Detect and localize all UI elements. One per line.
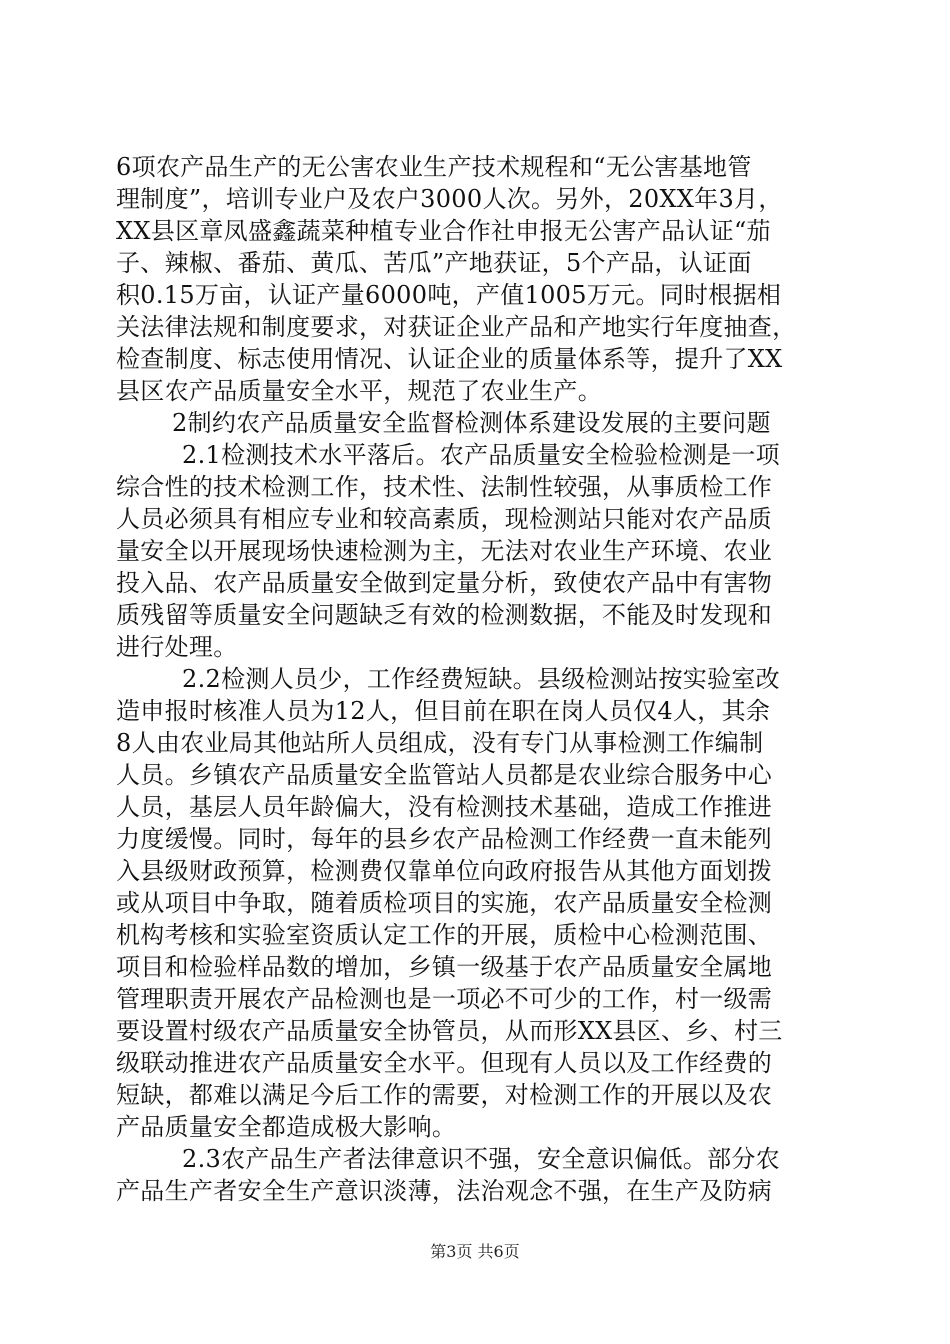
- text-line: XX县区章凤盛鑫蔬菜种植专业合作社申报无公害产品认证“茄: [116, 217, 771, 245]
- text-line: 产品生产者安全生产意识淡薄，法治观念不强，在生产及防病: [116, 1177, 773, 1205]
- text-line: 量安全以开展现场快速检测为主，无法对农业生产环境、农业: [116, 537, 773, 565]
- text-line: 质残留等质量安全问题缺乏有效的检测数据，不能及时发现和: [116, 601, 773, 629]
- text-line: 人员。乡镇农产品质量安全监管站人员都是农业综合服务中心: [116, 761, 773, 789]
- text-line: 6项农产品生产的无公害农业生产技术规程和“无公害基地管: [116, 153, 752, 181]
- text-line: 机构考核和实验室资质认定工作的开展，质检中心检测范围、: [116, 921, 773, 949]
- text-line: 人员，基层人员年龄偏大，没有检测技术基础，造成工作推进: [116, 793, 773, 821]
- text-line: 或从项目中争取，随着质检项目的实施，农产品质量安全检测: [116, 889, 773, 917]
- text-line: 要设置村级农产品质量安全协管员，从而形XX县区、乡、村三: [116, 1017, 783, 1045]
- section-heading: 2制约农产品质量安全监督检测体系建设发展的主要问题: [172, 409, 771, 437]
- text-line: 管理职责开展农产品检测也是一项必不可少的工作，村一级需: [116, 985, 773, 1013]
- text-line: 进行处理。: [116, 633, 238, 661]
- paragraph-start-line: 2.1检测技术水平落后。农产品质量安全检验检测是一项: [182, 441, 780, 469]
- text-line: 综合性的技术检测工作，技术性、法制性较强，从事质检工作: [116, 473, 773, 501]
- text-line: 造申报时核准人员为12人，但目前在职在岗人员仅4人，其余: [116, 697, 771, 725]
- text-line: 子、辣椒、番茄、黄瓜、苦瓜”产地获证，5个产品，认证面: [116, 249, 752, 277]
- text-line: 检查制度、标志使用情况、认证企业的质量体系等，提升了XX: [116, 345, 783, 373]
- text-line: 8人由农业局其他站所人员组成，没有专门从事检测工作编制: [116, 729, 764, 757]
- paragraph-start-line: 2.3农产品生产者法律意识不强，安全意识偏低。部分农: [182, 1145, 780, 1173]
- text-line: 关法律法规和制度要求，对获证企业产品和产地实行年度抽查，: [116, 313, 797, 341]
- text-line: 短缺，都难以满足今后工作的需要，对检测工作的开展以及农: [116, 1081, 773, 1109]
- text-line: 县区农产品质量安全水平，规范了农业生产。: [116, 377, 602, 405]
- text-line: 级联动推进农产品质量安全水平。但现有人员以及工作经费的: [116, 1049, 773, 1077]
- text-line: 项目和检验样品数的增加，乡镇一级基于农产品质量安全属地: [116, 953, 773, 981]
- page-number-footer: 第3页 共6页: [430, 1242, 520, 1261]
- text-line: 入县级财政预算，检测费仅靠单位向政府报告从其他方面划拨: [116, 857, 773, 885]
- text-line: 积0.15万亩，认证产量6000吨，产值1005万元。同时根据相: [116, 281, 782, 309]
- text-line: 投入品、农产品质量安全做到定量分析，致使农产品中有害物: [116, 569, 773, 597]
- text-line: 力度缓慢。同时，每年的县乡农产品检测工作经费一直未能列: [116, 825, 773, 853]
- paragraph-start-line: 2.2检测人员少，工作经费短缺。县级检测站按实验室改: [182, 665, 780, 693]
- body-text: [116, 151, 846, 1207]
- text-line: 人员必须具有相应专业和较高素质，现检测站只能对农产品质: [116, 505, 773, 533]
- text-line: 理制度”，培训专业户及农户3000人次。另外，20XX年3月，: [116, 185, 783, 213]
- text-line: 产品质量安全都造成极大影响。: [116, 1113, 457, 1141]
